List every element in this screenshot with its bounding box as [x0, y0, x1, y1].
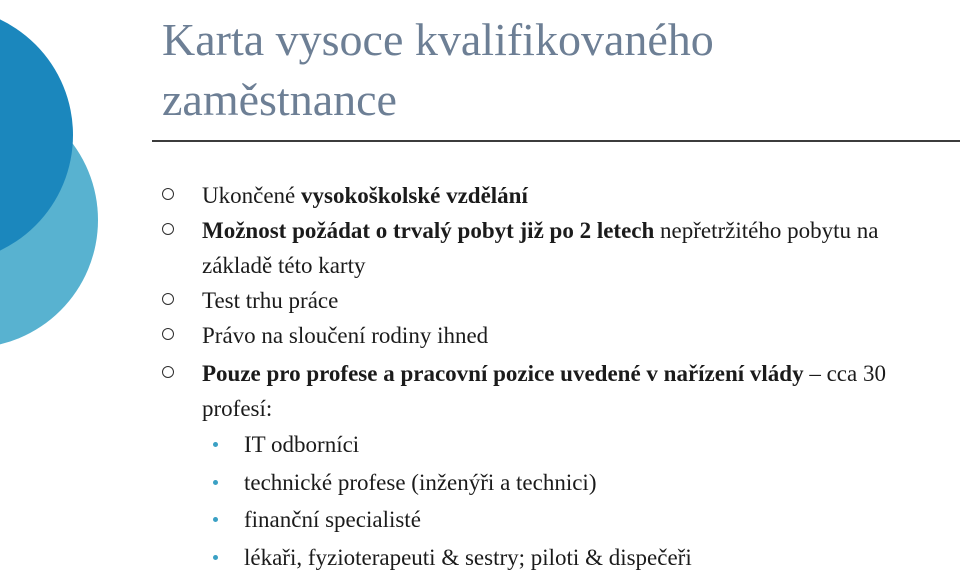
hollow-circle-bullet-icon	[162, 328, 174, 340]
text-run: Právo na sloučení rodiny ihned	[202, 323, 488, 348]
dot-bullet-icon	[213, 480, 218, 485]
slide-body	[162, 178, 952, 576]
bold-text-run: Pouze pro profese a pracovní pozice uvedené v nařízení vlády	[202, 361, 804, 386]
title-divider	[152, 140, 960, 142]
slide-title-line-2: zaměstnance	[162, 70, 802, 130]
hollow-circle-bullet-icon	[162, 366, 174, 378]
bold-text-run: vysokoškolské vzdělání	[301, 183, 528, 208]
bold-text-run: Možnost požádat o trvalý pobyt již po 2 letech	[202, 218, 654, 243]
sub-bullet-item	[162, 464, 952, 502]
sub-bullet-text: lékaři, fyzioterapeuti & sestry; piloti & dispečeři	[162, 539, 952, 576]
slide-title-line-1: Karta vysoce kvalifikovaného	[162, 10, 802, 70]
dot-bullet-icon	[213, 517, 218, 522]
dot-bullet-icon	[213, 555, 218, 560]
bullet-item	[162, 318, 952, 353]
sub-bullet-item	[162, 426, 952, 464]
hollow-circle-bullet-icon	[162, 188, 174, 200]
sub-bullet-item	[162, 539, 952, 576]
decorative-circles	[0, 0, 120, 568]
text-run: – cca 30 profesí:	[202, 361, 886, 421]
bullet-item	[162, 178, 952, 213]
text-run: Ukončené	[202, 183, 301, 208]
bullet-item	[162, 213, 952, 283]
dot-bullet-icon	[213, 442, 218, 447]
hollow-circle-bullet-icon	[162, 223, 174, 235]
sub-bullet-text: finanční specialisté	[162, 501, 952, 539]
hollow-circle-bullet-icon	[162, 293, 174, 305]
sub-bullet-text: IT odborníci	[162, 426, 952, 464]
sub-bullet-text: technické profese (inženýři a technici)	[162, 464, 952, 502]
text-run: Test trhu práce	[202, 288, 338, 313]
bullet-item	[162, 356, 952, 426]
slide-title	[162, 10, 802, 130]
text-run: nepřetržitého pobytu na základě této karty	[202, 218, 878, 278]
sub-bullet-item	[162, 501, 952, 539]
bullet-item	[162, 283, 952, 318]
